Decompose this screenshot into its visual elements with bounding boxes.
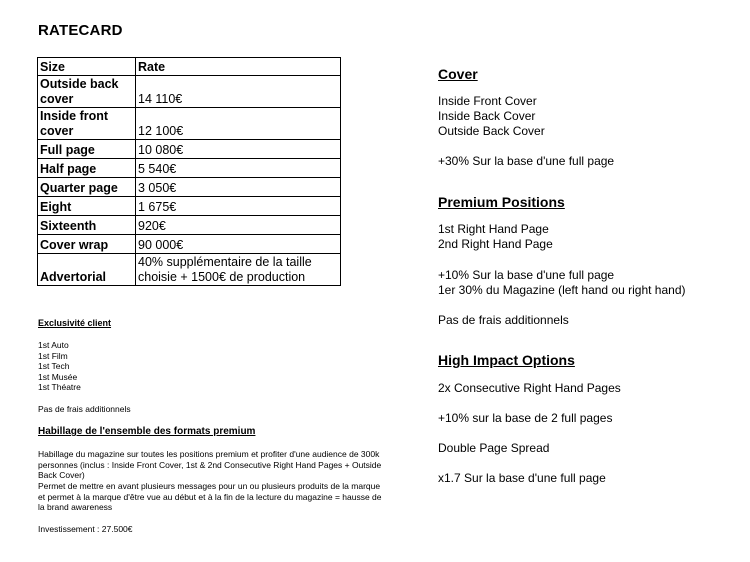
list-item: 1st Auto — [38, 340, 69, 350]
habillage-investment: Investissement : 27.500€ — [38, 524, 133, 534]
table-row — [38, 76, 341, 108]
high-impact-heading: High Impact Options — [438, 352, 575, 368]
premium-note-3: Pas de frais additionnels — [438, 313, 569, 327]
size-cell: Eight — [38, 197, 136, 216]
premium-list — [438, 222, 553, 252]
table-row — [38, 197, 341, 216]
premium-heading: Premium Positions — [438, 194, 565, 210]
cover-note: +30% Sur la base d'une full page — [438, 154, 615, 168]
rate-cell: 40% supplémentaire de la taille choisie + 1500€ de production — [136, 254, 341, 286]
premium-note-1: +10% Sur la base d'une full page — [438, 268, 615, 282]
habillage-paragraph-2: Permet de mettre en avant plusieurs messages pour un ou plusieurs produits de la marque et permet à la marque d'être vue au début et à la fin de la lecture du magazine = hausse de la brand awareness — [38, 481, 382, 512]
rate-cell: 90 000€ — [136, 235, 341, 254]
table-row — [38, 254, 341, 286]
page-title: RATECARD — [38, 22, 123, 39]
list-item: 1st Théatre — [38, 382, 81, 392]
cover-heading: Cover — [438, 66, 478, 82]
list-item: 1st Tech — [38, 361, 70, 371]
size-cell: Sixteenth — [38, 216, 136, 235]
table-row — [38, 140, 341, 159]
list-item: 1st Musée — [38, 371, 78, 382]
exclusivity-note: Pas de frais additionnels — [38, 404, 131, 414]
exclusivity-heading: Exclusivité client — [38, 318, 112, 328]
rate-cell: 12 100€ — [136, 108, 341, 140]
list-item: 1st Right Hand Page — [438, 222, 549, 236]
table-row — [38, 216, 341, 235]
size-cell: Advertorial — [38, 254, 136, 286]
table-header-size: Size — [38, 58, 136, 76]
rate-cell: 5 540€ — [136, 159, 341, 178]
rate-cell: 14 110€ — [136, 76, 341, 108]
size-cell: Half page — [38, 159, 136, 178]
table-row — [38, 235, 341, 254]
rate-cell: 1 675€ — [136, 197, 341, 216]
list-item: Inside Front Cover — [438, 94, 537, 108]
premium-note-2: 1er 30% du Magazine (left hand ou right hand) — [438, 283, 686, 297]
high-impact-line-4: x1.7 Sur la base d'une full page — [438, 471, 606, 485]
size-cell: Cover wrap — [38, 235, 136, 254]
table-row — [38, 108, 341, 140]
exclusivity-list — [38, 340, 81, 393]
high-impact-line-1: 2x Consecutive Right Hand Pages — [438, 381, 621, 395]
size-cell: Full page — [38, 140, 136, 159]
rate-cell: 10 080€ — [136, 140, 341, 159]
table-row — [38, 159, 341, 178]
high-impact-line-2: +10% sur la base de 2 full pages — [438, 411, 613, 425]
list-item: Outside Back Cover — [438, 124, 545, 138]
rate-cell: 920€ — [136, 216, 341, 235]
habillage-heading: Habillage de l'ensemble des formats premium — [38, 426, 256, 437]
size-cell: Outside back cover — [38, 76, 136, 108]
table-header-rate: Rate — [136, 58, 341, 76]
rate-table — [37, 57, 341, 286]
table-row — [38, 178, 341, 197]
habillage-paragraph-1: Habillage du magazine sur toutes les positions premium et profiter d'une audience de 300k personnes (inclus : Inside Front Cover, 1st & 2nd Consecutive Right Hand Pages + Outside Back Cover) — [38, 449, 382, 480]
high-impact-line-3: Double Page Spread — [438, 441, 550, 455]
list-item: Inside Back Cover — [438, 109, 536, 123]
cover-list — [438, 94, 545, 139]
rate-cell: 3 050€ — [136, 178, 341, 197]
list-item: 1st Film — [38, 350, 68, 361]
size-cell: Inside front cover — [38, 108, 136, 140]
size-cell: Quarter page — [38, 178, 136, 197]
list-item: 2nd Right Hand Page — [438, 237, 553, 251]
table-header-row — [38, 58, 341, 76]
